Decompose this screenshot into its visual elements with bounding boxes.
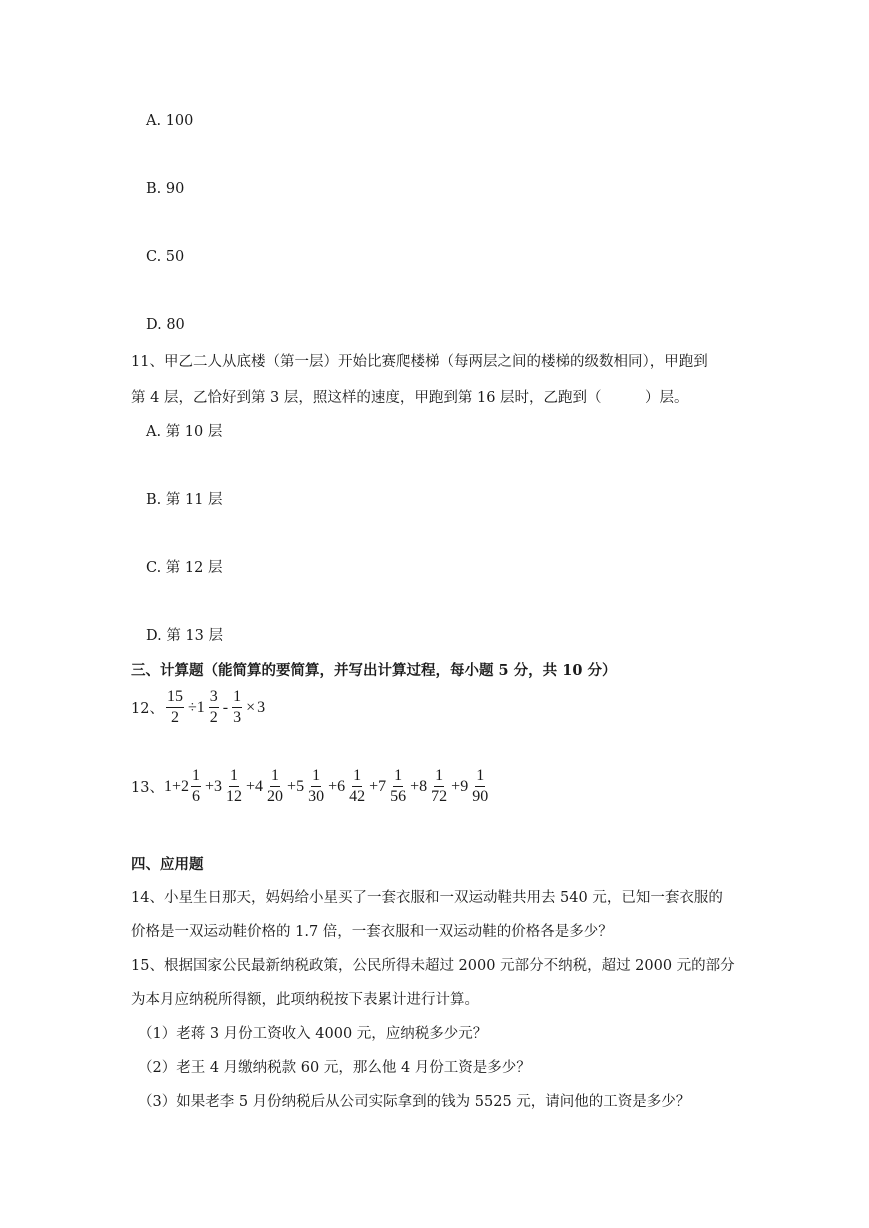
q12-expression [131,689,265,726]
q10-option-d: D. 80 [146,317,185,333]
times-operator: × [246,698,256,716]
denominator: 56 [390,788,407,805]
q13-expression [131,768,490,805]
denominator: 42 [349,788,366,805]
q11-text-line1: 11、甲乙二人从底楼（第一层）开始比赛爬楼梯（每两层之间的楼梯的级数相同），甲跑到 [131,354,708,370]
numerator: 3 [209,689,219,708]
q13-term-prefix: +6 [328,777,346,795]
denominator: 72 [431,788,448,805]
fraction [166,689,184,726]
q14-text-line2: 价格是一双运动鞋价格的 1.7 倍，一套衣服和一双运动鞋的价格各是多少？ [131,924,613,940]
fraction [267,768,283,805]
section-3-title: 三、计算题（能简算的要简算，并写出计算过程，每小题 5 分，共 10 分） [131,662,617,679]
numerator: 15 [166,689,184,708]
denominator: 3 [233,709,242,726]
denominator: 20 [267,788,284,805]
q12-label: 12、 [131,701,164,717]
minus-operator: - [222,698,229,716]
fraction [349,768,365,805]
fraction [390,768,406,805]
q15-sub-question-3: （3）如果老李 5 月份纳税后从公司实际拿到的钱为 5525 元，请问他的工资是多少？ [138,1094,691,1110]
q10-option-c: C. 50 [146,249,185,265]
q13-term-prefix: +8 [410,777,428,795]
numerator: 1 [393,768,403,787]
fraction [191,768,201,805]
denominator: 12 [226,788,243,805]
q11-option-b: B. 第 11 层 [146,492,223,508]
operand: 3 [257,698,266,716]
fraction [232,689,242,726]
numerator: 1 [191,768,201,787]
fraction [431,768,447,805]
q15-sub-question-1: （1）老蒋 3 月份工资收入 4000 元，应纳税多少元？ [138,1026,488,1042]
divide-operator: ÷1 [187,698,205,716]
numerator: 1 [311,768,321,787]
fraction [226,768,242,805]
q11-option-d: D. 第 13 层 [146,628,223,644]
q11-option-a: A. 第 10 层 [146,424,223,440]
fraction [308,768,324,805]
denominator: 30 [308,788,325,805]
q15-text-line2: 为本月应纳税所得额，此项纳税按下表累计进行计算。 [131,992,479,1008]
q11-text-line2: 第 4 层，乙恰好到第 3 层，照这样的速度，甲跑到第 16 层时，乙跑到（ ）层。 [131,390,689,406]
denominator: 2 [170,709,179,726]
q10-option-a: A. 100 [146,113,194,129]
section-4-title: 四、应用题 [131,856,204,873]
numerator: 1 [270,768,280,787]
q10-option-b: B. 90 [146,181,185,197]
q13-term-prefix: +5 [287,777,305,795]
q11-option-c: C. 第 12 层 [146,560,223,576]
fraction [472,768,488,805]
q13-term-prefix: +9 [451,777,469,795]
numerator: 1 [232,689,242,708]
fraction [209,689,219,726]
q13-term-prefix: +3 [204,777,223,795]
numerator: 1 [352,768,362,787]
q14-text-line1: 14、小星生日那天，妈妈给小星买了一套衣服和一双运动鞋共用去 540 元，已知一套衣服的 [131,890,723,906]
denominator: 2 [209,709,218,726]
numerator: 1 [475,768,485,787]
q13-label: 13、 [131,780,164,796]
q15-text-line1: 15、根据国家公民最新纳税政策，公民所得未超过 2000 元部分不纳税，超过 2000 元的部分 [131,958,735,974]
numerator: 1 [434,768,444,787]
q15-sub-question-2: （2）老王 4 月缴纳税款 60 元，那么他 4 月份工资是多少？ [138,1060,531,1076]
q13-lead: 1+2 [163,777,189,795]
numerator: 1 [229,768,239,787]
denominator: 90 [472,788,489,805]
denominator: 6 [191,788,200,805]
q13-term-prefix: +4 [246,777,264,795]
q13-term-prefix: +7 [369,777,387,795]
